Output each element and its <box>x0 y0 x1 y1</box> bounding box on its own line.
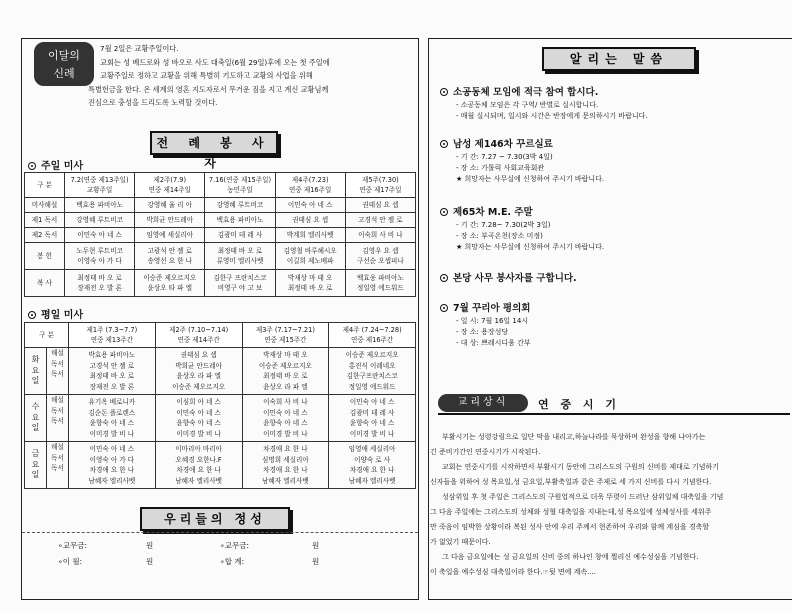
bullet-icon <box>440 140 448 148</box>
table-cell: 권태심 요 셉 <box>345 198 415 213</box>
table-cell: 최정태 바 오 로 류영미 엘리사벳 <box>205 243 275 270</box>
table-cell: 박재상 마 태 오 최정태 바 오 로 <box>275 270 345 297</box>
table-row <box>25 395 416 442</box>
table-cell: 박효용 파비아노 고경석 안 젤 로 최정태 바 오 로 장재전 오 발 론 <box>69 348 156 395</box>
table-header-row <box>25 173 416 198</box>
doctrine-banner: 교리상식 <box>438 394 528 412</box>
table-cell: 이민숙 아 네 스 김광미 데 레 사 윤향숙 아 네 스 이미경 발 비 나 <box>329 395 416 442</box>
column-header: 제1주 (7.3~7.7) 연중 제13주간 <box>69 323 156 348</box>
table-row <box>25 348 416 395</box>
table-cell: 백효용 파비아노 <box>205 213 275 228</box>
notice-1: 소공동체 모임에 적극 참여 합시다. - 소공동체 모임은 각 구역/ 반별로 실시합니다. - 매월 실시되며, 일시와 시간은 반장에게 문의하시기 바랍니다. <box>440 86 790 122</box>
month-liturgy-badge <box>34 42 94 86</box>
offering-item: ∘합 계: 원 <box>220 557 320 566</box>
notice-4: 본당 사무 봉사자를 구합니다. <box>440 272 790 286</box>
column-header: 제2주 (7.10~7.14) 연중 제14주간 <box>155 323 242 348</box>
notice-banner: 알리는 말씀 <box>542 47 696 71</box>
table-cell: 이심희 아 네 스 이민숙 아 네 스 윤향숙 아 네 스 이미경 발 비 나 <box>155 395 242 442</box>
notice-5: 7월 꾸리아 평의회 - 일 시: 7월 16일 14시 - 장 소: 용장성당 - 대 상: 쁘레시디움 간부 <box>440 302 790 349</box>
role-label: 해설 독서 독서 <box>47 395 69 442</box>
divider <box>22 532 418 533</box>
table-cell: 유기옥 베로니카 김순돈 플로렌스 윤향숙 아 네 스 이미경 발 비 나 <box>69 395 156 442</box>
bullet-icon <box>440 88 448 96</box>
notice-3: 제65차 M.E. 주말 - 기 간: 7.28~ 7.30(2박 3일) - 장 소: 부곡온천(장소 미정) ★ 희망자는 사무실에 신청하여 주시기 바랍니다. <box>440 206 790 253</box>
role-label: 해설 독서 독서 <box>47 348 69 395</box>
table-cell: 차경애 요 한 나 심명희 세실리아 차경애 요 한 나 남혜자 엘리사벳 <box>242 442 329 489</box>
table-cell: 박재상 마 태 오 이승준 제오르지오 최정태 바 오 로 윤상오 라 파 엘 <box>242 348 329 395</box>
table-cell: 백효용 파비아노 <box>65 198 135 213</box>
row-label: 미사해설 <box>25 198 65 213</box>
sunday-schedule-table <box>24 172 416 297</box>
intro-line: 교황주일로 정하고 교황을 위해 특별히 기도하고 교황의 사업을 위해 <box>100 71 313 81</box>
table-cell: 이마리아 마리아 오혜경 요한나.F 차경애 요 한 나 남혜자 엘리사벳 <box>155 442 242 489</box>
table-cell: 임영애 세실리아 이양숙 로 사 차경애 요 한 나 남혜자 엘리사벳 <box>329 442 416 489</box>
sunday-mass-title <box>28 157 83 172</box>
table-cell: 이승준 제오르지오 윤상오 타 파 엘 <box>135 270 205 297</box>
column-header: 제2주(7.9) 연중 제14주일 <box>135 173 205 198</box>
role-label: 해설 독서 독서 <box>47 442 69 489</box>
table-cell: 김광미 데 레 사 <box>205 228 275 243</box>
service-banner: 전 례 봉 사 자 <box>150 131 278 155</box>
notice-2: 남성 제146차 꾸르실료 - 기 간: 7.27 ~ 7.30(3박 4일) - 장 소: 가톨릭 사회교육회관 ★ 희망자는 사무실에 신청하여 주시기 바랍니다. <box>440 138 790 185</box>
table-cell: 백효웅 파비아노 정일영 에드워드 <box>345 270 415 297</box>
column-header: 제3주 (7.17~7.21) 연중 제15주간 <box>242 323 329 348</box>
intro-line: 7월 2일은 교황주일이다. <box>100 44 179 53</box>
offering-item: ∘이 월: 원 <box>58 557 154 566</box>
table-cell: 고경석 안 젤 로 <box>345 213 415 228</box>
row-label: 제2 독서 <box>25 228 65 243</box>
bullet-icon <box>28 311 36 319</box>
table-cell: 권태심 요 셉 박희균 안드레아 윤상오 라 파 엘 이승준 제오르지오 <box>155 348 242 395</box>
offering-banner: 우리들의 정성 <box>140 507 290 531</box>
table-row <box>25 243 416 270</box>
badge-line-1: 이달의 <box>48 49 80 62</box>
column-header: 7.2(연중 제13주일) 교황주일 <box>65 173 135 198</box>
table-cell: 이민숙 아 네 스 이영숙 아 가 다 차경애 요 한 나 남혜자 엘리사벳 <box>69 442 156 489</box>
table-cell: 강영혜 율 리 아 <box>135 198 205 213</box>
intro-line: 진심으로 충성을 드리도록 노력할 것이다. <box>88 98 218 108</box>
table-cell: 이숙희 사 비 나 <box>345 228 415 243</box>
column-header: 제4주 (7.24~7.28) 연중 제16주간 <box>329 323 416 348</box>
table-row <box>25 442 416 489</box>
column-header: 7.16(연중 제15주일) 농민주일 <box>205 173 275 198</box>
offering-item: ∘교무금: 원 <box>220 541 320 550</box>
table-cell: 박희균 안드레아 <box>135 213 205 228</box>
table-cell: 강영혜 루트비코 <box>205 198 275 213</box>
sunday-mass-label: 주일 미사 <box>41 161 84 172</box>
column-header: 구 분 <box>25 323 69 348</box>
table-cell: 이민숙 아 네 스 <box>275 198 345 213</box>
column-header: 구 분 <box>25 173 65 198</box>
row-label: 복 사 <box>25 270 65 297</box>
row-label: 제1 독서 <box>25 213 65 228</box>
day-label: 수 요 일 <box>25 395 47 442</box>
day-label: 화 요 일 <box>25 348 47 395</box>
bullet-icon <box>440 208 448 216</box>
table-cell: 임영예 세실리아 <box>135 228 205 243</box>
table-cell: 노두현 루트비코 이영숙 아 가 다 <box>65 243 135 270</box>
table-cell: 이민숙 아 네 스 <box>65 228 135 243</box>
offering-item: ∘교무금: 원 <box>58 541 154 550</box>
table-cell: 김영우 요 셉 구선순 오셉피나 <box>345 243 415 270</box>
table-cell: 강영혜 루트비코 <box>65 213 135 228</box>
bullet-icon <box>28 162 36 170</box>
weekday-schedule-table <box>24 322 416 489</box>
table-header-row <box>25 323 416 348</box>
weekday-mass-title <box>28 306 83 321</box>
intro-text <box>88 42 418 110</box>
weekday-mass-label: 평일 미사 <box>41 310 84 321</box>
column-header: 제5주(7.30) 연중 제17주일 <box>345 173 415 198</box>
table-cell: 권태심 요 셉 <box>275 213 345 228</box>
badge-line-2: 신례 <box>53 67 75 80</box>
bullet-icon <box>440 304 448 312</box>
intro-line: 특별헌금을 한다. 온 세계의 영혼 지도자로서 무거운 짐을 지고 계신 교황님께 <box>88 84 329 94</box>
table-row <box>25 213 416 228</box>
table-cell: 고광석 안 젤 로 송영선 요 한 나 <box>135 243 205 270</box>
day-label: 금 요 일 <box>25 442 47 489</box>
row-label: 봉 헌 <box>25 243 65 270</box>
table-cell: 이숙희 사 비 나 이민숙 아 네 스 윤향숙 아 네 스 이미경 발 비 나 <box>242 395 329 442</box>
divider <box>438 413 790 415</box>
bullet-icon <box>440 274 448 282</box>
doctrine-title: 연 중 시 기 <box>538 398 620 411</box>
table-cell: 박계희 엘리사벳 <box>275 228 345 243</box>
table-cell: 김영철 바루헤시오 이길희 제노베파 <box>275 243 345 270</box>
table-cell: 김한구 프란치스코 비영구 야 고 보 <box>205 270 275 297</box>
table-row <box>25 228 416 243</box>
table-cell: 이승준 제오르지오 홍진식 이레네오 김한구프란치스코 정일영 에드워드 <box>329 348 416 395</box>
table-row <box>25 270 416 297</box>
column-header: 제4주(7.23) 연중 제16주일 <box>275 173 345 198</box>
doctrine-text: 부활시기는 성령강림으로 일단 막을 내리고,하늘나라를 묵상하며 완성을 향해 나아가는 긴 준비기간인 연중시기가 시작된다. 교회는 연중시기를 시작하면서 부활시기 동안에 그리스도의 구원의 신비를 제대로 기념하기 신자들을 위하여 성 목요일,성 금요일,부활축일과 같은 주제로 세 가지 신비를 다시 기념한다. 성삼위일 후 첫 주일은 그리스도의 구원업적으로 더욱 뚜렷이 드러난 삼위일체 대축일을 기념 그 다음 주일에는 그리스도의 성체와 성혈 대축일을 지내는데,성 목요일에 성체성사를 세워주 만 죽음이 임박한 상황이라 복된 성사 안에 우리 주께서 현존하여 우리와 함께 계심을 경축할 가 없었기 때문이다. 그 다음 금요일에는 성 금요일의 신비 중의 하나인 창에 찔리신 예수성심을 기념한다. 이 축일을 예수성심 대축일이라 한다.☞뒷 면에 계속.... <box>430 433 724 576</box>
intro-line: 교회는 성 베드로와 성 바오로 사도 대축일(6월 29일)후에 오는 첫 주일에 <box>100 57 330 67</box>
table-cell: 최정태 바 오 로 장재전 오 발 론 <box>65 270 135 297</box>
table-row <box>25 198 416 213</box>
